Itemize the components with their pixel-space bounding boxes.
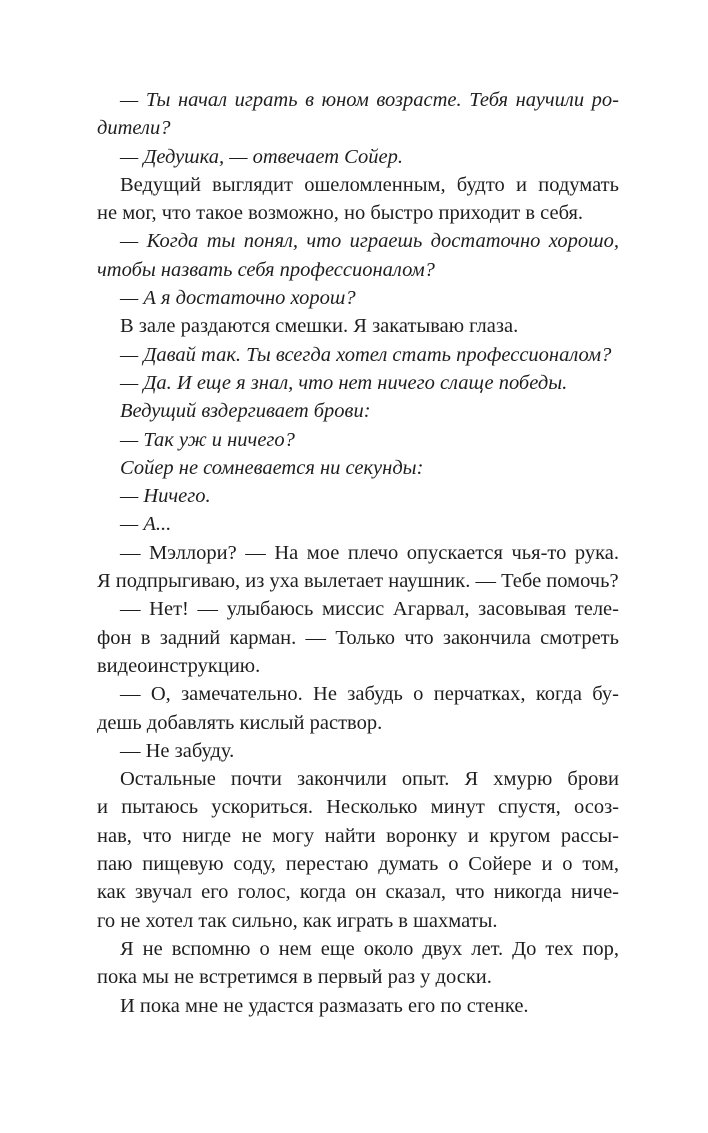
text-line: Я не вспомню о нем еще около двух лет. До тех пор, (120, 937, 619, 960)
text-line: дители? (97, 117, 171, 140)
text-line: — Нет! — улыбаюсь миссис Агарвал, засовывая теле- (120, 598, 619, 621)
paragraph (97, 397, 619, 425)
paragraph (97, 426, 619, 454)
text-line: — Так уж и ничего? (120, 428, 295, 451)
paragraph (97, 227, 619, 284)
text-line: — А... (120, 513, 172, 536)
text-line: Сойер не сомневается ни секунды: (120, 456, 424, 479)
text-line: паю пищевую соду, перестаю думать о Сойере и о том, (97, 853, 619, 876)
paragraph (97, 765, 619, 935)
text-line: Ведущий вздергивает брови: (120, 400, 371, 423)
text-line: не мог, что такое возможно, но быстро приходит в себя. (97, 202, 584, 225)
paragraph (97, 935, 619, 992)
paragraph (97, 284, 619, 312)
paragraph (97, 510, 619, 538)
paragraph (97, 341, 619, 369)
text-line: как звучал его голос, когда он сказал, что никогда ниче- (97, 881, 619, 904)
text-line: и пытаюсь ускориться. Несколько минут спустя, осоз- (97, 796, 619, 819)
text-line: — О, замечательно. Не забудь о перчатках, когда бу- (120, 683, 619, 706)
paragraph (97, 312, 619, 340)
paragraph (97, 482, 619, 510)
text-line: В зале раздаются смешки. Я закатываю глаза. (120, 315, 519, 338)
paragraph (97, 992, 619, 1020)
paragraph (97, 737, 619, 765)
text-line: видеоинструкцию. (97, 654, 261, 677)
paragraph (97, 86, 619, 143)
paragraph (97, 454, 619, 482)
text-line: — Дедушка, — отвечает Сойер. (120, 145, 403, 168)
paragraph (97, 595, 619, 680)
paragraph (97, 539, 619, 596)
text-line: Я подпрыгиваю, из уха вылетает наушник. — Тебе помочь? (97, 570, 619, 593)
text-line: И пока мне не удастся размазать его по стенке. (120, 994, 529, 1017)
text-line: пока мы не встретимся в первый раз у доски. (97, 966, 492, 989)
paragraph (97, 171, 619, 228)
text-line: — А я достаточно хорош? (120, 287, 356, 310)
text-line: дешь добавлять кислый раствор. (97, 711, 383, 734)
text-line: го не хотел так сильно, как играть в шахматы. (97, 909, 498, 932)
text-line: — Мэллори? — На мое плечо опускается чья-то рука. (120, 541, 619, 564)
text-line: — Ничего. (120, 485, 211, 508)
text-line: Ведущий выглядит ошеломленным, будто и подумать (120, 173, 619, 196)
paragraph (97, 680, 619, 737)
text-line: фон в задний карман. — Только что закончила смотреть (97, 626, 619, 649)
text-line: нав, что нигде не могу найти воронку и кругом рассы- (97, 824, 619, 847)
text-line: — Ты начал играть в юном возрасте. Тебя научили ро- (120, 89, 619, 111)
text-line: — Когда ты понял, что играешь достаточно хорошо, (120, 230, 619, 253)
text-line: — Давай так. Ты всегда хотел стать профессионалом? (120, 343, 612, 366)
paragraph (97, 143, 619, 171)
book-page (97, 86, 619, 1020)
text-line: — Не забуду. (120, 739, 235, 762)
text-line: — Да. И еще я знал, что нет ничего слаще победы. (120, 371, 568, 394)
text-line: чтобы назвать себя профессионалом? (97, 258, 435, 281)
text-line: Остальные почти закончили опыт. Я хмурю брови (120, 768, 619, 791)
paragraph (97, 369, 619, 397)
